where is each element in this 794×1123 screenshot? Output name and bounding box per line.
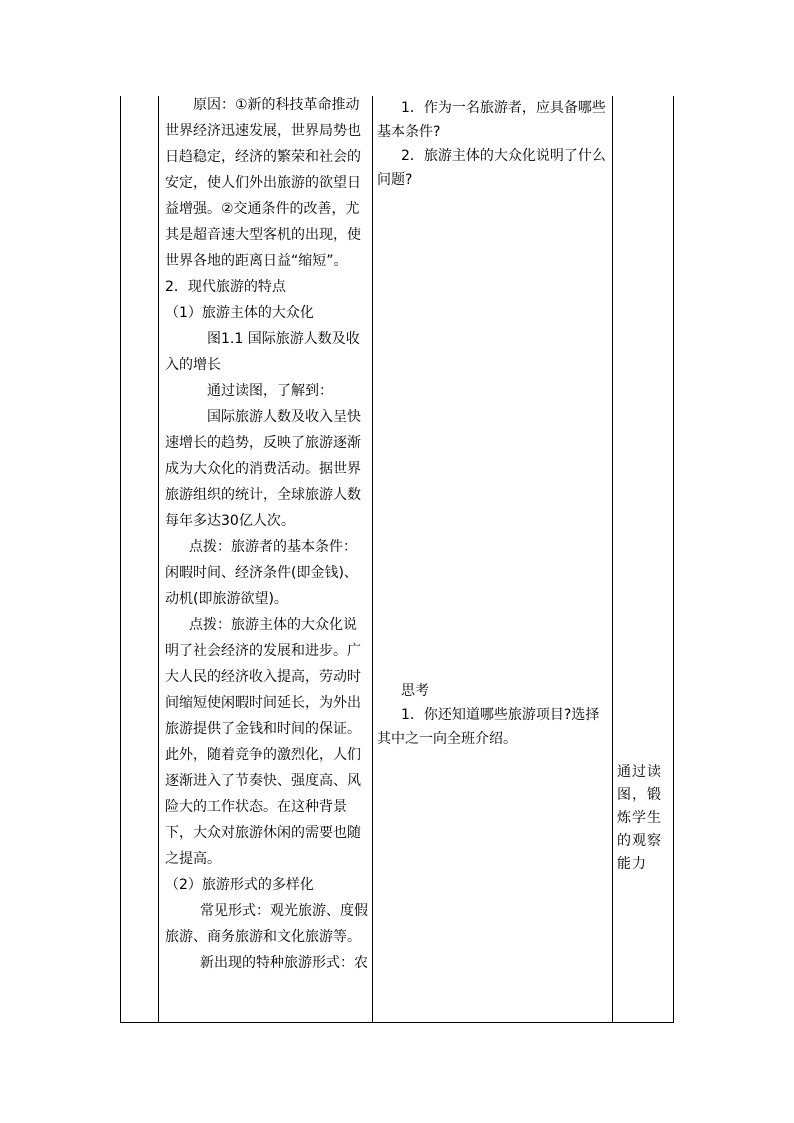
table-border-left	[120, 96, 121, 1023]
subheading-mass: （1）旅游主体的大众化	[165, 305, 314, 321]
table-bottom-border	[120, 1022, 674, 1023]
content-column	[165, 92, 370, 976]
think-block	[377, 679, 609, 751]
hint-mass-meaning: 点拨：旅游主体的大众化说明了社会经济的发展和进步。广大人民的经济收入提高，劳动时间缩短使闲暇时间延长，为外出旅游提供了金钱和时间的保证。此外，随着竞争的激烈化，人们逐渐进入了节奏快、强度高、风险大的工作状态。在这种背景下，大众对旅游休闲的需要也随之提高。	[165, 617, 361, 867]
table-divider-3	[612, 96, 613, 1023]
questions-block	[377, 96, 609, 192]
table-border-right	[673, 96, 674, 1023]
table-divider-2	[372, 96, 373, 1023]
reading-conclusion: 国际旅游人数及收入呈快速增长的趋势，反映了旅游逐渐成为大众化的消费活动。据世界旅游组织的统计，全球旅游人数每年多达30亿人次。	[165, 409, 361, 529]
special-forms: 新出现的特种旅游形式：农	[200, 955, 368, 971]
reason-paragraph: 原因：①新的科技革命推动世界经济迅速发展，世界局势也日趋稳定，经济的繁荣和社会的安定，使人们外出旅游的欲望日益增强。②交通条件的改善，尤其是超音速大型客机的出现，使世界各地的距离日益“缩短”。	[165, 97, 361, 269]
reading-intro: 通过读图，了解到：	[207, 383, 333, 399]
section-heading-features: 2．现代旅游的特点	[165, 279, 286, 295]
table-divider-1	[158, 96, 159, 1023]
purpose-note: 通过读图，锻炼学生的观察能力	[617, 764, 662, 872]
question-1: 1．作为一名旅游者，应具备哪些基本条件?	[377, 100, 606, 140]
common-forms: 常见形式：观光旅游、度假旅游、商务旅游和文化旅游等。	[165, 903, 368, 945]
question-2: 2．旅游主体的大众化说明了什么问题?	[377, 148, 606, 188]
think-question: 1．你还知道哪些旅游项目?选择其中之一向全班介绍。	[377, 707, 600, 747]
figure-caption: 图1.1 国际旅游人数及收入的增长	[165, 331, 360, 373]
subheading-diversity: （2）旅游形式的多样化	[165, 877, 314, 893]
think-title: 思考	[401, 683, 429, 699]
hint-basic-conditions: 点拨：旅游者的基本条件：闲暇时间、经济条件(即金钱)、动机(即旅游欲望)。	[165, 539, 358, 607]
